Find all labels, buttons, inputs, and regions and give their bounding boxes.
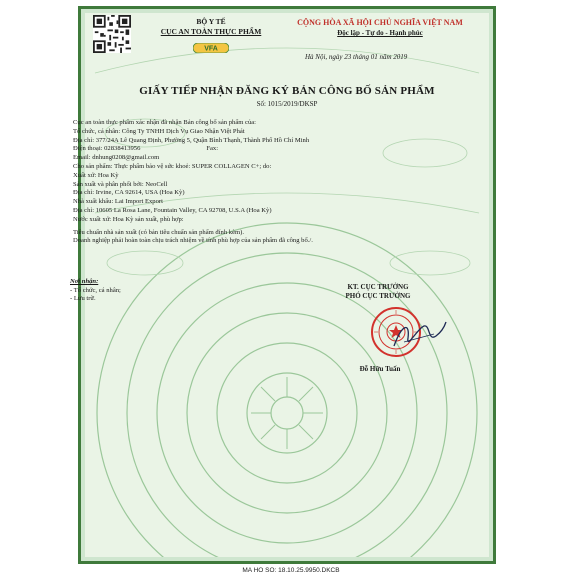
dossier-code: MA HO SO: 18.10.25.9950.DKCB <box>242 567 340 574</box>
recipient-item: - Tổ chức, cá nhân; <box>70 286 121 294</box>
issuing-authority <box>141 17 281 37</box>
body-line: Địa chỉ: Irvine, CA 92614, USA (Hoa Kỳ) <box>73 189 185 197</box>
nation-name: CỘNG HÒA XÃ HỘI CHỦ NGHĨA VIỆT NAM <box>297 18 463 27</box>
body-line: Địa chỉ: 377/24A Lê Quang Định, Phường 5, Quận Bình Thạnh, Thành Phố Hồ Chí Minh <box>73 136 310 144</box>
signatory-block <box>308 283 448 301</box>
document-number: Số: 1015/2019/DKSP <box>256 100 318 108</box>
vfa-logo-text: VFA <box>204 45 218 53</box>
recipients-heading: Nơi nhận: <box>70 278 99 285</box>
body-line: Doanh nghiệp phải hoàn toàn chịu trách nhiệm về tính phù hợp của sản phẩm đã công bố./. <box>73 237 313 245</box>
signatory-position: PHÓ CỤC TRƯỞNG <box>345 292 411 300</box>
recipient-item: - Lưu trữ. <box>70 295 96 302</box>
body-line: Sản xuất và phân phối bởi: NeoCell <box>73 180 168 188</box>
signatory-title: KT. CỤC TRƯỞNG <box>347 283 409 291</box>
body-line: Cục an toàn thực phẩm xác nhận đã nhận Bản công bố sản phẩm của: <box>73 119 257 126</box>
vfa-logo <box>193 43 229 53</box>
body-line: Nước xuất xứ: Hoa Kỳ sản xuất, phù hợp: <box>73 215 184 223</box>
recipients <box>70 278 121 304</box>
agency-name: CỤC AN TOÀN THỰC PHẨM <box>160 27 262 36</box>
body-line: Điện thoại: 02838413956 Fax: <box>73 145 219 153</box>
qr-code <box>93 15 131 53</box>
document-body <box>73 119 413 246</box>
national-header <box>275 17 485 39</box>
body-line: Tiêu chuẩn nhà sản xuất (có bản tiêu chuẩn sản phẩm đính kèm). <box>73 228 244 236</box>
body-line: Địa chỉ: 10605 La Rosa Lane, Fountain Valley, CA 92708, U.S.A (Hoa Kỳ) <box>73 206 272 214</box>
body-line: Cho sản phẩm: Thực phẩm bảo vệ sức khoẻ: SUPER COLLAGEN C+; do: <box>73 162 272 170</box>
body-line: Nhà xuất khẩu: Lai Import Export <box>73 198 163 206</box>
handwritten-signature <box>388 316 448 354</box>
issue-date: Hà Nội, ngày 23 tháng 01 năm 2019 <box>305 53 408 61</box>
national-motto: Độc lập - Tự do - Hạnh phúc <box>337 29 423 37</box>
document-title: GIẤY TIẾP NHẬN ĐĂNG KÝ BẢN CÔNG BỐ SẢN PHẨM <box>139 85 435 97</box>
body-line: Tổ chức, cá nhân: Công Ty TNHH Dịch Vụ Giao Nhận Việt Phát <box>73 127 245 135</box>
body-line: Email: dnhung0208@gmail.com <box>73 154 160 162</box>
ministry-name: BỘ Y TẾ <box>196 17 226 26</box>
body-line: Xuất xứ: Hoa Kỳ <box>73 171 119 179</box>
signer-name: Đỗ Hữu Tuấn <box>359 365 401 373</box>
